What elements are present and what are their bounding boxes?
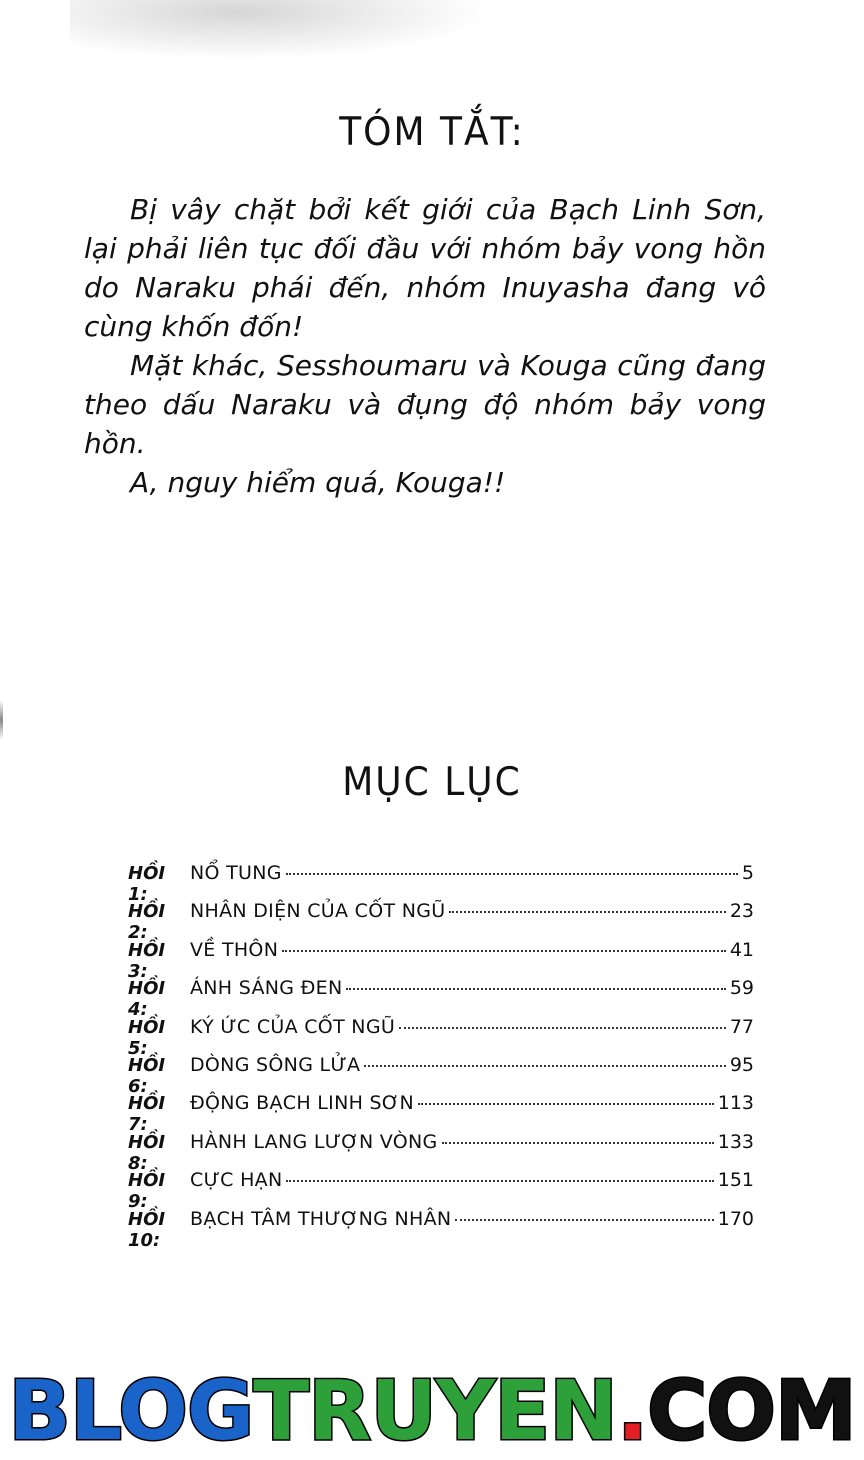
chapter-name: VỀ THÔN [190, 938, 279, 961]
summary-paragraph: Mặt khác, Sesshoumaru và Kouga cũng đang theo dấu Naraku và đụng độ nhóm bảy vong hồn. [84, 349, 766, 460]
chapter-number: HỒI 2: [128, 901, 166, 944]
dot-leader [282, 950, 726, 952]
dot-leader [286, 1180, 713, 1182]
chapter-name: ÁNH SÁNG ĐEN [190, 977, 343, 1000]
dot-leader [449, 911, 725, 913]
chapter-page: 151 [717, 1169, 754, 1192]
toc-entry [128, 862, 754, 905]
chapter-name: DÒNG SÔNG LỬA [190, 1053, 361, 1076]
toc-entry [128, 1092, 754, 1136]
chapter-name: NỔ TUNG [190, 862, 282, 884]
toc-entry [128, 1015, 754, 1059]
watermark-blog: BLOG [8, 1363, 254, 1459]
chapter-number: HỒI 5: [128, 1016, 166, 1059]
summary-title: TÓM TẮT: [339, 109, 525, 156]
site-watermark-logo [0, 1362, 864, 1460]
chapter-number: HỒI 7: [128, 1093, 166, 1136]
toc-entry [128, 900, 754, 944]
chapter-page: 133 [717, 1130, 754, 1153]
toc-entry [128, 938, 754, 982]
chapter-number: HỒI 8: [128, 1131, 166, 1174]
dot-leader [399, 1027, 726, 1029]
chapter-name: CỰC HẠN [190, 1169, 283, 1192]
page-edge-mark [0, 700, 3, 740]
chapter-number: HỒI 9: [128, 1170, 166, 1213]
toc-entry [128, 1130, 754, 1174]
chapter-name: ĐỘNG BẠCH LINH SƠN [190, 1092, 415, 1115]
chapter-page: 95 [729, 1053, 754, 1076]
chapter-number: HỒI 4: [128, 978, 166, 1021]
dot-leader [286, 873, 738, 875]
toc-entry [128, 977, 754, 1021]
chapter-number: HỒI 3: [128, 939, 166, 982]
table-of-contents [128, 862, 754, 1251]
chapter-page: 170 [717, 1207, 754, 1230]
chapter-number: HỒI 6: [128, 1054, 166, 1097]
dot-leader [418, 1103, 714, 1105]
summary-text [84, 190, 766, 502]
watermark-com: COM [647, 1363, 856, 1459]
watermark-truyen: TRUYEN [253, 1363, 617, 1459]
chapter-name: BẠCH TÂM THƯỢNG NHÂN [190, 1207, 452, 1230]
chapter-name: KÝ ỨC CỦA CỐT NGŨ [190, 1015, 396, 1038]
chapter-page: 5 [741, 862, 754, 884]
chapter-number: HỒI 10: [128, 1208, 166, 1251]
dot-leader [442, 1142, 714, 1144]
chapter-name: HÀNH LANG LƯỢN VÒNG [190, 1130, 438, 1153]
chapter-page: 41 [729, 938, 754, 961]
chapter-page: 77 [729, 1015, 754, 1038]
toc-title: MỤC LỤC [342, 759, 522, 806]
toc-entry [128, 1207, 754, 1251]
toc-entry [128, 1169, 754, 1213]
dot-leader [455, 1219, 713, 1221]
chapter-page: 23 [729, 900, 754, 923]
dot-leader [364, 1065, 725, 1067]
toc-entry [128, 1053, 754, 1097]
summary-paragraph: Bị vây chặt bởi kết giới của Bạch Linh Sơn, lại phải liên tục đối đầu với nhóm bảy vong hồn do Naraku phái đến, nhóm Inuyasha đang vô cùng khốn đốn! [84, 193, 766, 343]
chapter-page: 113 [717, 1092, 754, 1115]
summary-paragraph: A, nguy hiểm quá, Kouga!! [130, 466, 506, 499]
dot-leader [346, 988, 725, 990]
scan-smudge [70, 0, 490, 60]
chapter-number: HỒI 1: [128, 863, 166, 905]
chapter-page: 59 [729, 977, 754, 1000]
watermark-dot: . [616, 1363, 648, 1459]
chapter-name: NHÂN DIỆN CỦA CỐT NGŨ [190, 900, 446, 923]
